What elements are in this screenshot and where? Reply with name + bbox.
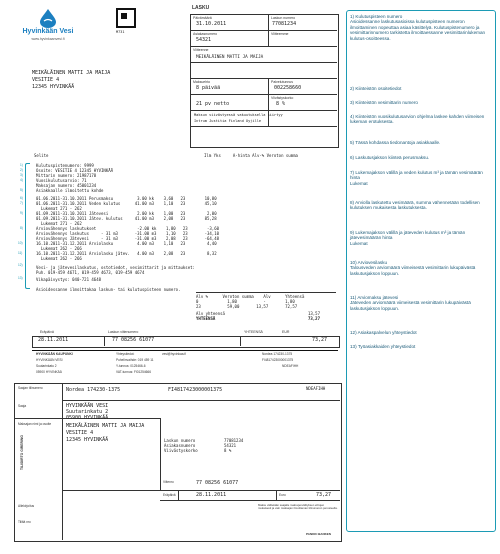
value-netto: 21 pv netto — [196, 101, 230, 107]
footer-ytunnus: Y-tunnus: 0125466-6 — [116, 364, 146, 368]
payment-slip — [14, 383, 342, 542]
value-laskun-numero: 77081234 — [272, 21, 297, 27]
slip-asiakasnumero-label: Asiakasnumero — [164, 443, 196, 448]
due-summa: 73,27 — [312, 337, 328, 343]
note-after: Asioidessanne ilmoittakaa laskun- tai kulutuspisteen numero. — [36, 287, 181, 292]
slip-erapaiva: 28.11.2011 — [196, 492, 227, 498]
marker: 5) — [20, 188, 23, 192]
footer-phone: Puhelinvaihde: 019 459 11 — [116, 358, 154, 362]
invoice-line: Osoite: VESITIE 4 12345 HYVINKÄÄ — [36, 168, 114, 173]
logo-url: www.hyvinkaanvesi.fi — [31, 37, 65, 41]
invoice-line: Arviovähennys Jätevesi - 31 m3 -31.00 m3 2,08 23 -64,48 — [36, 236, 220, 241]
label-palvelutunnus: Palvelutunnus — [271, 80, 293, 84]
invoice-line: Lukemat 271 - 262 — [36, 221, 82, 226]
value-korko: 8 % — [276, 101, 286, 107]
recipient-street: VESITIE 4 — [32, 77, 60, 83]
marker: 9) — [20, 211, 23, 215]
footer-vat: VAT-tunnus: FI01254666 — [116, 370, 151, 374]
totals-yhteensa-label: YHTEENSÄ — [196, 316, 216, 321]
value-viitteenne: MEIKÄLÄINEN MATTI JA MAIJA — [196, 55, 264, 60]
slip-note: Maksu välitetään saajalle maksujenvälityksen ehtojen mukaisesti ja vain maksajan ilmoittaman tilinumeron perusteella. — [258, 503, 338, 511]
label-asiakasnumero: Asiakasnumero — [193, 32, 218, 36]
stamp-code-block — [116, 8, 136, 28]
marker: 3) — [20, 173, 23, 177]
footer-contact-label: Yhteystiedot: — [116, 352, 135, 356]
invoice-line: Lukemat 262 - 266 — [36, 246, 82, 251]
slip-asiakasnumero: 54321 — [224, 443, 237, 448]
logo — [18, 8, 78, 46]
due-euro-label: EUR — [282, 330, 290, 334]
value-palvelutunnus: 002258660 — [274, 85, 302, 91]
stamp — [116, 8, 134, 34]
invoice-line: 01.06.2011-31.10.2011 Perusmaksu 3.00 kk 3,60 23 10,80 — [36, 196, 217, 201]
invoice-line: 01.09.2011-31.10.2011 Jätevesi 2.00 kk 1,00 23 2,00 — [36, 211, 217, 216]
invoice-line: Vuosikulutusarvio: 71 — [36, 178, 87, 183]
invoice-line: Maksajan numero: 45001234 — [36, 183, 97, 188]
annotation-item: 6) Laskutusjakson kiinteä perusmaksu. — [350, 155, 430, 160]
header-note-2: Intrum Justitia Finland Oyjille — [194, 119, 262, 123]
invoice-line: 01.06.2011-31.10.2011 Veden kulutus 41.00 m3 1,10 23 45,10 — [36, 201, 217, 206]
invoice-line: Lukemat 262 - 266 — [36, 256, 82, 261]
annotation-item: 5) Tässä kohdassa tiedonantoja asiakkaalle. — [350, 140, 441, 145]
recipient-city: 12345 HYVINKÄÄ — [32, 84, 75, 90]
annotation-item: 1) Kulutuspisteen numero Asioidessanne laskutusasioissa kulutuspisteen numeron ilmoittaminen nopeuttaa asiaa käsittelyä. Kulutuspistenumero ja vesimittarinnumero tarkistetta ilmoittaessanne vesimittarinlukeman kulutus-osoitteessa. — [350, 14, 486, 41]
slip-iban: FI4817423000001375 — [168, 387, 223, 393]
due-erapaiva-label: Eräpäivä — [40, 330, 54, 334]
invoice-line: 16.10.2011-31.12.2011 Arviolasku jätev. 4.00 m3 2,08 23 8,32 — [36, 251, 217, 256]
footer-iban: Nordea 174230-1375 — [262, 352, 293, 356]
marker: 10) — [18, 241, 23, 245]
slip-viite: 77 08256 61077 — [196, 480, 239, 486]
totals-summa-label: Alv yhteensä — [196, 311, 225, 316]
stamp-code: M731 — [116, 30, 125, 34]
invoice-lines — [36, 163, 336, 292]
label-viitteemme: Viitteemme — [271, 32, 289, 36]
slip-saaja-2: Suutarinkatu 2 — [66, 409, 109, 415]
slip-laskun-numero-label: Laskun numero — [164, 438, 196, 443]
totals-summa-value: 13,57 — [307, 311, 320, 316]
header-note-1: Maksun viivästyessä vakuutuksella siirtyy — [194, 113, 283, 117]
annotation-item: 4) Kiinteistön vuosikulutusarvion ohjelma laskee kahden viimeisen lukeman erotuksesta. — [350, 114, 485, 125]
recipient-name: MEIKÄLÄINEN MATTI JA MAIJA — [32, 70, 111, 76]
slip-laskun-numero: 77081234 — [224, 438, 244, 443]
annotation-item: 7) Lukemajakson välillä ja veden kulutus m³ ja tämän vesimäärän hinta Lukemat — [350, 170, 483, 186]
marker: 2) — [20, 168, 23, 172]
marker: 8) — [20, 226, 23, 230]
annotation-item: 10) Arviovesilasku Talousveden arviomäärä viimeisestä vesimittarin lukupäivästä laskutusjakson loppuun. — [350, 260, 476, 276]
annotation-item: 2) Kiinteistön osoitetiedot — [350, 86, 402, 91]
invoice-line: 16.10.2011-31.12.2011 Arviolasku 4.00 m3 1,10 23 4,40 — [36, 241, 217, 246]
slip-label: Saajan tilinumero — [18, 386, 43, 390]
slip-label: Allekirjoitus — [18, 504, 35, 508]
footer-email: vesi@hyvinkaa.fi — [162, 352, 186, 356]
label-paivamaara: Päivämäärä — [193, 16, 212, 20]
marker: 6) — [20, 196, 23, 200]
due-viite-label: Laskun viitenumero — [108, 330, 139, 334]
annotation-item: 12) Asiakaspalvelun yhteystiedot — [350, 330, 417, 335]
annotation-item: 13) Työasiakkaiden yhteystiedot — [350, 344, 416, 349]
label-viivastyskorko: Viivästyskorko — [271, 96, 294, 100]
invoice-line: Kulutuspistenumero: 9999 — [36, 163, 94, 168]
invoice-line: Arviovähennys laskutukset -2.00 kk 1,80 23 -3,60 — [36, 226, 220, 231]
annotation-item: 3) Kiinteistön vesimittarin numero — [350, 100, 418, 105]
table-header-cols: Ilm Yks A-hinta Alv-% Veroton summa — [204, 153, 298, 158]
marker: 11) — [18, 251, 23, 255]
value-paivamaara: 31.10.2011 — [196, 21, 227, 27]
contact-line: Vesi- ja jätevesilaskutus, ostotiedot, vesimittarit ja mittaukset: — [36, 265, 195, 270]
logo-drop-icon — [37, 8, 59, 28]
footer-street: Suutarinkatu 2 — [36, 364, 57, 368]
footer-dept: HYVINKÄÄN VESI — [36, 358, 63, 362]
invoice-title: LASKU — [192, 5, 210, 11]
invoice-line: Mittarin numero: 21987178 — [36, 173, 97, 178]
logo-brand: Hyvinkään Vesi — [22, 28, 74, 35]
marker: 7) — [20, 201, 23, 205]
footer-iban2: FI4817423000001375 — [262, 358, 294, 362]
invoice-line: Lukemat 271 - 262 — [36, 206, 82, 211]
annotation-item: 9) Lukemajakson välillä ja jäteveden kulutus m³ ja tämän jätevesimäärän hinta Lukemat — [350, 230, 466, 246]
marker: 4) — [20, 178, 23, 182]
footer-company — [32, 352, 338, 382]
totals-row: 23 59,00 13,57 72,57 — [196, 304, 298, 309]
slip-maksaja-3: 12345 HYVINKÄÄ — [66, 437, 109, 443]
slip-side-label: TILISIIRTO GIRERING — [20, 435, 24, 470]
value-maksuehto: 8 päivää — [196, 85, 221, 91]
invoice-line: 01.09.2011-31.10.2011 Jätev. kulutus 41.00 m3 2,08 23 85,28 — [36, 216, 217, 221]
slip-erapaiva-label: Eräpäivä — [163, 493, 176, 497]
label-maksuehto: Maksuehto — [193, 80, 211, 84]
slip-bic: NDEAFIHH — [306, 386, 326, 391]
footer-city: 05900 HYVINKÄÄ — [36, 370, 62, 374]
label-viitteenne: Viitteenne — [193, 48, 209, 52]
table-header-selite: Selite — [34, 153, 49, 158]
slip-bank-name: PANKKI BANKEN — [306, 532, 331, 536]
contact-line: Puh. 019-459 4671, 019-459 4673, 019-459 4674 — [36, 270, 145, 275]
invoice-line: Arviovähennys laskutus - 31 m3 -31.00 m3 1,10 23 -34,10 — [36, 231, 220, 236]
footer-bic: NDEAFIHH — [282, 364, 299, 368]
slip-viite-label: Viitenro — [163, 480, 174, 484]
contact-line: Vikapäivystys: 040-721 4648 — [36, 277, 102, 282]
annotation-bracket — [25, 163, 30, 289]
slip-saaja-3: 05900 HYVINKÄÄ — [66, 415, 109, 421]
slip-label: Saaja — [18, 404, 27, 408]
marker: 1) — [20, 163, 23, 167]
value-asiakasnumero: 54321 — [196, 37, 212, 43]
due-viite: 77 08256 61077 — [112, 337, 155, 343]
footer-name: HYVINKÄÄN KAUPUNKI — [36, 352, 73, 356]
annotation-item: 8) Arviolla laskutettu vesimäärä, summa vähennetään todellisen kulutuksen mukaisesta laskutuksesta. — [350, 200, 480, 211]
slip-label: Tililtä nro — [18, 520, 31, 524]
due-erapaiva: 28.11.2011 — [38, 337, 69, 343]
due-summa-label: YHTEENSÄ — [244, 330, 263, 334]
slip-maksaja-1: MEIKÄLÄINEN MATTI JA MAIJA — [66, 423, 145, 429]
totals-row: 0 1,80 - 1,80 — [196, 299, 295, 304]
slip-viivastyskorko: 8 % — [224, 448, 232, 453]
totals-head: Alv % Veroton summa Alv Yhteensä — [196, 294, 305, 299]
marker: 12) — [18, 263, 23, 267]
totals-yhteensa-value: 73,27 — [307, 316, 320, 321]
slip-label: Maksajan nimi ja osoite — [18, 422, 52, 426]
slip-euro-label: Euro — [279, 493, 286, 497]
invoice-line: Asiakkaalle ilmoitettu kohde — [36, 188, 104, 193]
slip-viivastyskorko-label: Viivästyskorko — [164, 448, 198, 453]
slip-maksaja-2: VESITIE 4 — [66, 430, 94, 436]
due-box — [32, 336, 340, 348]
marker: 13) — [18, 276, 23, 280]
totals-box — [196, 292, 336, 321]
annotation-item: 11) Arviomaksu jätevesi Jäteveden arviomäärä viimeisestä vesimittarin lukupäivästä laskutusjakson loppuun. — [350, 295, 471, 311]
label-laskun-numero: Laskun numero — [271, 16, 296, 20]
slip-saaja-1: HYVINKÄÄN VESI — [66, 403, 109, 409]
slip-summa: 73,27 — [316, 492, 332, 498]
slip-bank: Nordea 174230-1375 — [66, 387, 121, 393]
